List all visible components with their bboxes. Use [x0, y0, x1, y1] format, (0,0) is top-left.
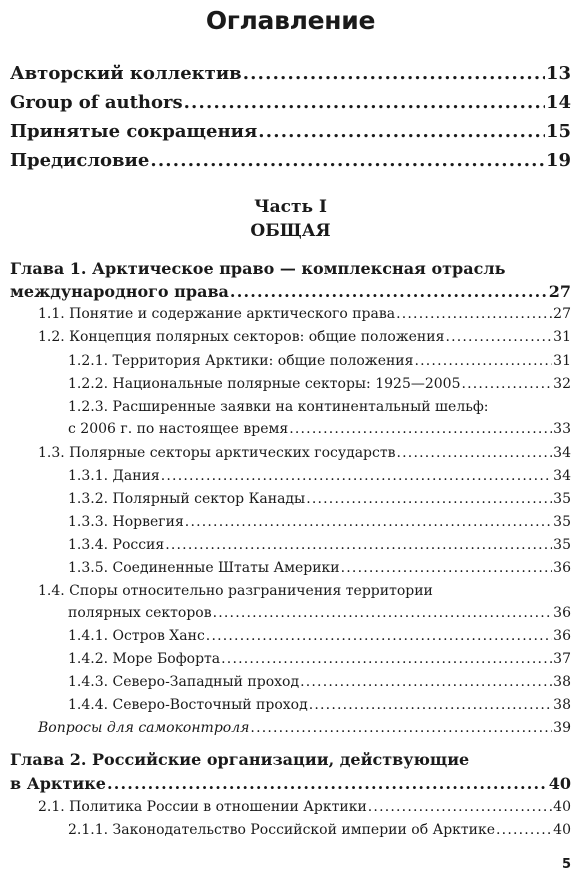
entry-page: 40 [553, 799, 571, 815]
entry-1-2-3-line1: 1.2.3. Расширенные заявки на континентальный шельф: [68, 399, 489, 415]
entry-page: 39 [553, 720, 571, 736]
entry-title: 1.4.1. Остров Ханс [68, 628, 205, 644]
toc-entry-1-2-3[interactable] [68, 421, 571, 437]
dot-leader [309, 697, 552, 713]
entry-page: 27 [548, 282, 571, 301]
toc-entry-1-3-1[interactable] [68, 468, 571, 484]
dot-leader [161, 468, 552, 484]
dot-leader [341, 560, 553, 576]
toc-entry-1-3[interactable] [38, 445, 571, 461]
entry-title: Предисловие [10, 150, 150, 171]
dot-leader [230, 282, 548, 301]
entry-title: с 2006 г. по настоящее время [68, 421, 289, 437]
entry-title: международного права [10, 282, 229, 301]
entry-page: 36 [553, 605, 571, 621]
entry-page: 34 [553, 445, 571, 461]
toc-entry-group-of-authors[interactable] [10, 92, 571, 113]
toc-entry-2-1-1[interactable] [68, 822, 571, 838]
entry-page: 27 [553, 306, 571, 322]
part-title: ОБЩАЯ [250, 221, 331, 241]
entry-title: 1.2.1. Территория Арктики: общие положения [68, 353, 414, 369]
entry-page: 31 [553, 353, 571, 369]
toc-entry-preface[interactable] [10, 150, 571, 171]
entry-title: 2.1.1. Законодательство Российской империи об Арктике [68, 822, 496, 838]
entry-page: 35 [553, 491, 571, 507]
entry-title: 1.3.3. Норвегия [68, 514, 184, 530]
dot-leader [300, 674, 552, 690]
toc-entry-1-2-1[interactable] [68, 353, 571, 369]
entry-1-4-line1: 1.4. Споры относительно разграничения территории [38, 583, 433, 599]
toc-entry-1-3-2[interactable] [68, 491, 571, 507]
chapter2-title-line1: Глава 2. Российские организации, действующие [10, 750, 470, 769]
entry-page: 40 [548, 774, 571, 793]
entry-page: 36 [553, 560, 571, 576]
toc-entry-chapter1[interactable] [10, 282, 571, 301]
entry-title: 1.4.2. Море Бофорта [68, 651, 221, 667]
dot-leader [185, 514, 552, 530]
chapter1-title-line1: Глава 1. Арктическое право — комплексная отрасль [10, 259, 506, 278]
part-number: Часть I [254, 197, 327, 217]
entry-page: 13 [545, 63, 571, 84]
entry-page: 33 [553, 421, 571, 437]
entry-page: 32 [553, 376, 571, 392]
entry-title: полярных секторов [68, 605, 212, 621]
dot-leader [250, 720, 552, 736]
dot-leader [258, 121, 545, 142]
entry-page: 35 [553, 537, 571, 553]
toc-entry-1-4-3[interactable] [68, 674, 571, 690]
dot-leader [445, 329, 552, 345]
dot-leader [306, 491, 552, 507]
dot-leader [243, 63, 545, 84]
entry-title: Принятые сокращения [10, 121, 258, 142]
entry-page: 14 [545, 92, 571, 113]
entry-title: 1.3.5. Соединенные Штаты Америки [68, 560, 340, 576]
toc-entry-1-3-4[interactable] [68, 537, 571, 553]
entry-page: 38 [553, 674, 571, 690]
entry-page: 36 [553, 628, 571, 644]
entry-title: в Арктике [10, 774, 106, 793]
toc-entry-1-2-2[interactable] [68, 376, 571, 392]
entry-page: 19 [545, 150, 571, 171]
dot-leader [184, 92, 545, 113]
toc-entry-chapter2[interactable] [10, 774, 571, 793]
dot-leader [368, 799, 552, 815]
entry-page: 40 [553, 822, 571, 838]
toc-entry-2-1[interactable] [38, 799, 571, 815]
dot-leader [289, 421, 552, 437]
entry-title: 1.2.2. Национальные полярные секторы: 1925—2005 [68, 376, 461, 392]
toc-entry-1-3-5[interactable] [68, 560, 571, 576]
entry-page: 34 [553, 468, 571, 484]
entry-title: 1.3.1. Дания [68, 468, 160, 484]
page-number: 5 [561, 857, 571, 872]
dot-leader [206, 628, 552, 644]
entry-title: Group of authors [10, 92, 183, 113]
entry-title: Вопросы для самоконтроля [38, 720, 250, 736]
dot-leader [221, 651, 552, 667]
dot-leader [397, 445, 553, 461]
toc-entry-1-4-1[interactable] [68, 628, 571, 644]
entry-title: 2.1. Политика России в отношении Арктики [38, 799, 367, 815]
dot-leader [150, 150, 545, 171]
entry-title: 1.3.2. Полярный сектор Канады [68, 491, 306, 507]
toc-entry-1-4[interactable] [68, 605, 571, 621]
toc-entry-abbreviations[interactable] [10, 121, 571, 142]
entry-page: 31 [553, 329, 571, 345]
dot-leader [165, 537, 552, 553]
toc-entry-authors[interactable] [10, 63, 571, 84]
toc-entry-1-1[interactable] [38, 306, 571, 322]
entry-page: 37 [553, 651, 571, 667]
toc-entry-1-4-2[interactable] [68, 651, 571, 667]
toc-entry-1-4-4[interactable] [68, 697, 571, 713]
toc-entry-1-2[interactable] [38, 329, 571, 345]
dot-leader [107, 774, 548, 793]
toc-entry-self-check[interactable] [38, 720, 571, 736]
entry-title: 1.4.3. Северо-Западный проход [68, 674, 300, 690]
entry-title: 1.4.4. Северо-Восточный проход [68, 697, 308, 713]
toc-heading: Оглавление [205, 6, 376, 35]
dot-leader [414, 353, 552, 369]
dot-leader [496, 822, 552, 838]
dot-leader [461, 376, 552, 392]
dot-leader [396, 306, 552, 322]
dot-leader [213, 605, 553, 621]
entry-title: 1.3.4. Россия [68, 537, 165, 553]
entry-title: Авторский коллектив [10, 63, 242, 84]
entry-title: 1.2. Концепция полярных секторов: общие положения [38, 329, 445, 345]
entry-page: 15 [545, 121, 571, 142]
toc-entry-1-3-3[interactable] [68, 514, 571, 530]
entry-title: 1.1. Понятие и содержание арктического права [38, 306, 396, 322]
entry-page: 35 [553, 514, 571, 530]
entry-page: 38 [553, 697, 571, 713]
entry-title: 1.3. Полярные секторы арктических государств [38, 445, 396, 461]
